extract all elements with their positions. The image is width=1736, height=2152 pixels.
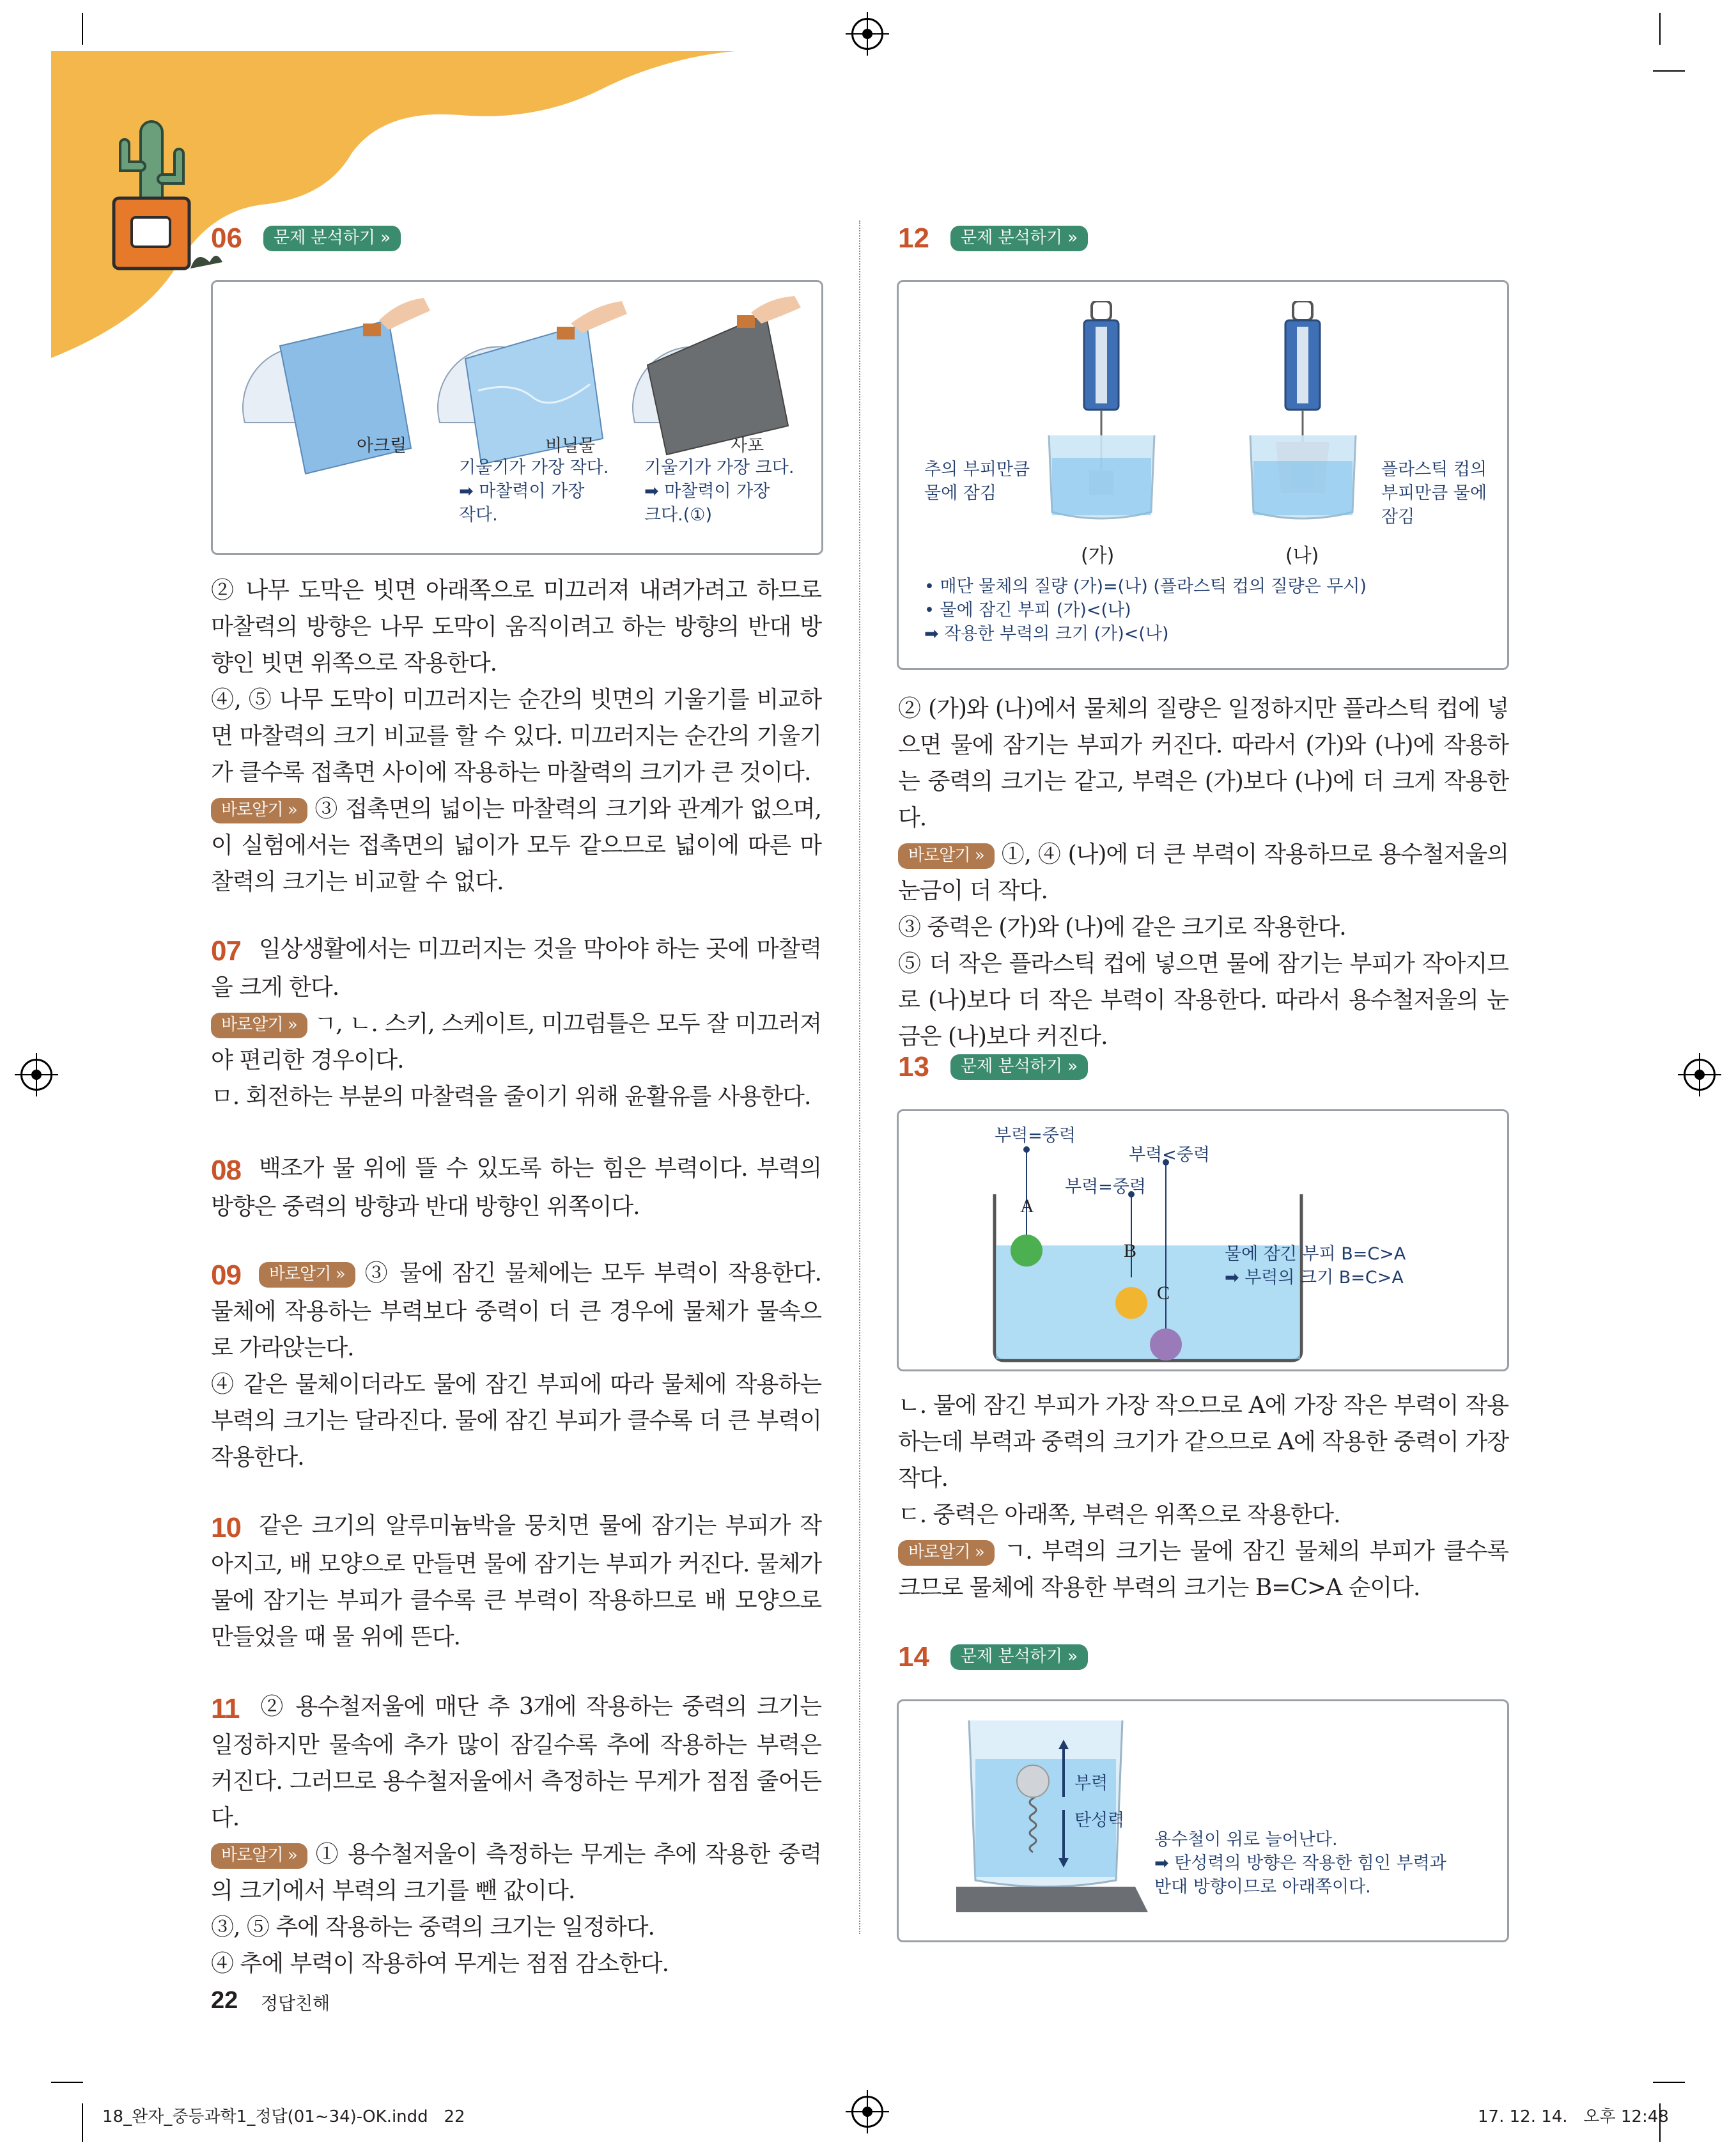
summary-3: ➡ 작용한 부력의 크기 (가)<(나) [924,624,1169,644]
registration-mark-top [851,18,883,50]
analysis-tag: 문제 분석하기 » [950,1644,1088,1670]
registration-mark-left [20,1059,52,1091]
q13-paragraph-3: ㄱ. 부력의 크기는 물에 잠긴 물체의 부피가 클수록 크므로 물체에 작용한 부력의 크기는 B=C>A 순이다. [898,1538,1508,1601]
q11-paragraph-2: ① 용수철저울이 측정하는 무게는 추에 작용한 중력의 크기에서 부력의 크기를 뺀 값이다. [211,1841,821,1904]
question-number: 09 [211,1259,241,1291]
q09-text [211,1255,821,1476]
column-divider [859,221,860,1934]
q07-text [211,931,821,1115]
right-note: 플라스틱 컵의 부피만큼 물에 잠김 [1381,460,1487,527]
q06-paragraph-1: ② 나무 도막은 빗면 아래쪽으로 미끄러져 내려가려고 하므로 마찰력의 방향은 나무 도막이 움직이려고 하는 방향의 반대 방향인 빗면 위쪽으로 작용한다. [211,577,821,676]
q07-paragraph-3: ㅁ. 회전하는 부분의 마찰력을 줄이기 위해 윤활유를 사용한다. [211,1083,811,1110]
question-number: 14 [898,1641,929,1672]
question-number: 06 [211,222,242,254]
q13-paragraph-1: ㄴ. 물에 잠긴 부피가 가장 작으므로 A에 가장 작은 부력이 작용하는데 부력과 중력의 크기가 같으므로 A에 작용한 중력이 가장 작다. [898,1392,1508,1492]
q06-text [211,572,821,900]
question-number: 08 [211,1154,241,1186]
q11-paragraph-3: ③, ⑤ 추에 작용하는 중력의 크기는 일정하다. [211,1914,655,1940]
label-acrylic: 아크릴 [357,436,407,456]
q06-paragraph-2: ④, ⑤ 나무 도막이 미끄러지는 순간의 빗면의 기울기를 비교하면 마찰력의 크기 비교를 할 수 있다. 미끄러지는 순간의 기울기가 클수록 접촉면 사이에 작용하는 마찰력의 크기가 큰 것이다. [211,687,821,786]
label-elastic: 탄성력 [1074,1811,1125,1830]
q09-paragraph-2: ④ 같은 물체이더라도 물에 잠긴 부피에 따라 물체에 작용하는 부력의 크기는 달라진다. 물에 잠긴 부피가 클수록 더 큰 부력이 작용한다. [211,1371,821,1470]
sandpaper-note: 기울기가 가장 크다. ➡ 마찰력이 가장 크다.(①) [644,458,794,525]
label-c: C [1157,1283,1170,1304]
q06-figure [211,280,823,555]
label-b-equal: 부력=중력 [1065,1177,1146,1197]
print-timestamp: 17. 12. 14. 오후 12:48 [1478,2107,1669,2126]
correction-tag: 바로알기 » [898,843,995,869]
file-info: 18_완자_중등과학1_정답(01~34)-OK.indd 22 [102,2107,465,2126]
q12-paragraph-3: ③ 중력은 (가)와 (나)에 같은 크기로 작용한다. [898,914,1346,940]
vinyl-note: 기울기가 가장 작다. ➡ 마찰력이 가장 작다. [459,458,609,525]
q10-paragraph-1: 같은 크기의 알루미늄박을 뭉치면 물에 잠기는 부피가 작아지고, 배 모양으로 만들면 물에 잠기는 부피가 커진다. 물체가 물에 잠기는 부피가 클수록 큰 부력이 작용하므로 배 모양으로 만들었을 때 물 위에 뜬다. [211,1513,821,1650]
question-number: 12 [898,222,929,254]
correction-tag: 바로알기 » [259,1262,355,1288]
q12-paragraph-1: ② (가)와 (나)에서 물체의 질량은 일정하지만 플라스틱 컵에 넣으면 물에 잠기는 부피가 커진다. 따라서 (가)와 (나)에 작용하는 중력의 크기는 같고, 부력은 (가)보다 (나)에 더 크게 작용한다. [898,696,1508,831]
summary-1: • 매단 물체의 질량 (가)=(나) (플라스틱 컵의 질량은 무시) [924,577,1367,596]
left-column [211,222,821,262]
label-vinyl: 비닐물 [545,436,596,456]
q13-figure [897,1109,1509,1371]
label-sandpaper: 사포 [731,436,764,456]
q14-note: 용수철이 위로 늘어난다. ➡ 탄성력의 방향은 작용한 힘인 부력과 반대 방향이므로 아래쪽이다. [1154,1830,1446,1897]
label-b: B [1124,1240,1137,1261]
footer-section: 정답친해 [261,1993,330,2014]
label-a-equal: 부력=중력 [995,1126,1076,1146]
label-c-less: 부력<중력 [1129,1145,1210,1165]
q14-figure [897,1699,1509,1942]
analysis-tag: 문제 분석하기 » [950,1054,1088,1080]
q13-note: 물에 잠긴 부피 B=C>A ➡ 부력의 크기 B=C>A [1225,1244,1406,1288]
q13-text [898,1387,1508,1606]
q08-text [211,1150,821,1225]
question-number: 13 [898,1051,929,1082]
q08-paragraph-1: 백조가 물 위에 뜰 수 있도록 하는 힘은 부력이다. 부력의 방향은 중력의 방향과 반대 방향인 위쪽이다. [211,1155,821,1220]
correction-tag: 바로알기 » [211,1013,307,1038]
q11-paragraph-1: ② 용수철저울에 매단 추 3개에 작용하는 중력의 크기는 일정하지만 물속에 추가 많이 잠길수록 추에 작용하는 부력은 커진다. 그러므로 용수철저울에서 측정하는 무게가 점점 줄어든다. [211,1694,821,1831]
q11-paragraph-4: ④ 추에 부력이 작용하여 무게는 점점 감소한다. [211,1950,669,1977]
analysis-tag: 문제 분석하기 » [950,226,1088,251]
q14-header [898,1641,1508,1673]
q12-text [898,690,1508,1055]
q12-figure [897,280,1509,670]
q12-paragraph-4: ⑤ 더 작은 플라스틱 컵에 넣으면 물에 잠기는 부피가 작아지므로 (나)보다 더 작은 부력이 작용한다. 따라서 용수철저울의 눈금은 (나)보다 커진다. [898,951,1508,1050]
label-a: A [1020,1196,1034,1217]
q06-header [211,222,821,262]
question-number: 10 [211,1511,241,1543]
correction-tag: 바로알기 » [898,1540,995,1566]
summary-2: • 물에 잠긴 부피 (가)<(나) [924,600,1131,620]
question-number: 11 [211,1692,240,1724]
q12-header [898,222,1508,254]
q12-paragraph-2: ①, ④ (나)에 더 큰 부력이 작용하므로 용수철저울의 눈금이 더 작다. [898,841,1508,904]
page-number: 22 [211,1987,238,2014]
q13-paragraph-2: ㄷ. 중력은 아래쪽, 부력은 위쪽으로 작용한다. [898,1502,1340,1528]
correction-tag: 바로알기 » [211,1843,307,1869]
question-number: 07 [211,935,241,967]
left-note: 추의 부피만큼 물에 잠김 [924,460,1030,503]
registration-mark-right [1684,1059,1716,1091]
label-na: (나) [1285,545,1319,567]
q07-paragraph-1: 일상생활에서는 미끄러지는 것을 막아야 하는 곳에 마찰력을 크게 한다. [211,936,821,1001]
q07-paragraph-2: ㄱ, ㄴ. 스키, 스케이트, 미끄럼틀은 모두 잘 미끄러져야 편리한 경우이다. [211,1010,821,1073]
correction-tag: 바로알기 » [211,798,307,823]
analysis-tag: 문제 분석하기 » [263,226,401,251]
spring-scale-beakers-illustration [1046,301,1365,531]
q10-text [211,1508,821,1655]
registration-mark-bottom [851,2096,883,2128]
q11-text [211,1688,821,1982]
q06-paragraph-3: 바로알기 » ③ 접촉면의 넓이는 마찰력의 크기와 관계가 없으며, 이 실험에서는 접촉면의 넓이가 모두 같으므로 넓이에 따른 마찰력의 크기는 비교할 수 없다. [211,796,821,895]
cactus-icon [96,115,224,275]
q09-paragraph-1: ③ 물에 잠긴 물체에는 모두 부력이 작용한다. 물체에 작용하는 부력보다 중력이 더 큰 경우에 물체가 물속으로 가라앉는다. [211,1260,821,1361]
q13-header [898,1051,1508,1083]
label-buoyancy: 부력 [1074,1774,1108,1793]
label-ga: (가) [1081,545,1115,567]
